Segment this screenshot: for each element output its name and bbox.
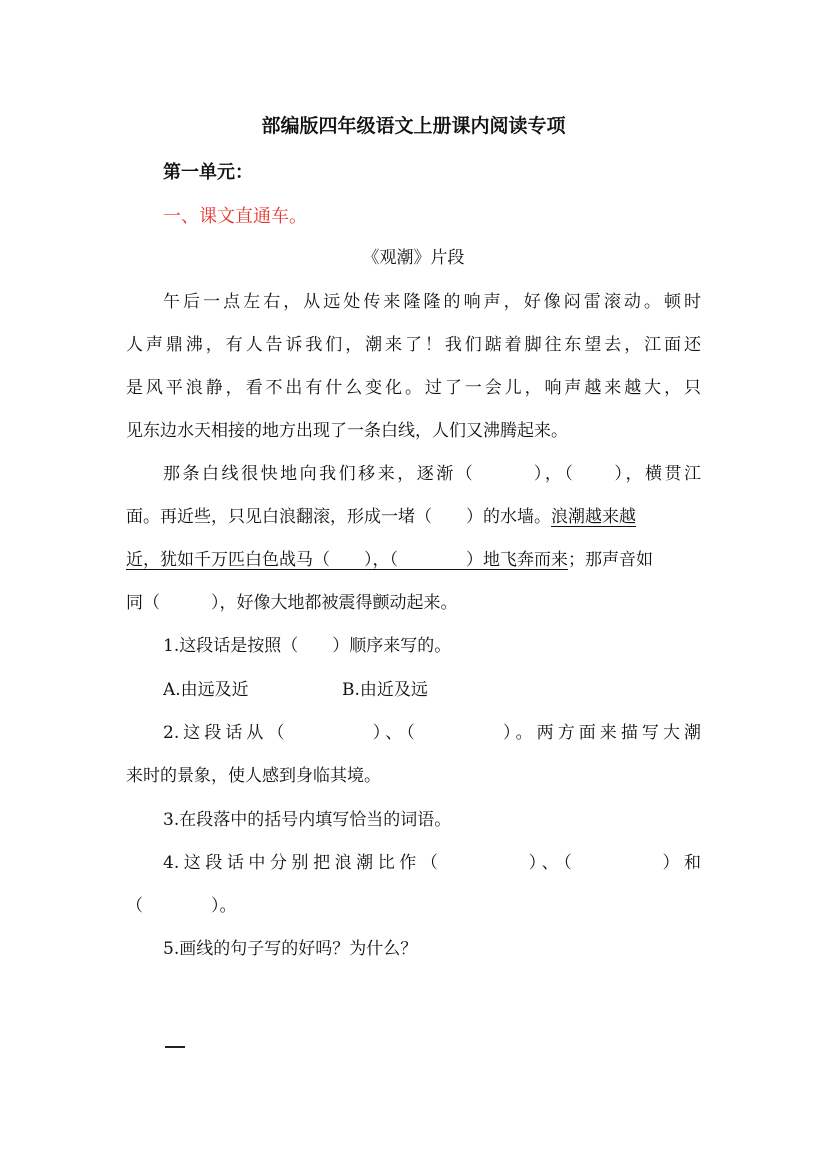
- paragraph2-line-2: [126, 506, 701, 528]
- paragraph2-line-4: 同（ ），好像大地都被震得颤动起来。: [126, 593, 458, 613]
- question-1-option-a: A.由远及近: [163, 680, 249, 700]
- section-heading: 一、课文直通车。: [163, 206, 307, 227]
- question-3: 3.在段落中的括号内填写恰当的词语。: [163, 810, 452, 830]
- paragraph2-line-3: [126, 549, 701, 571]
- underlined-sentence-start: 浪潮越来越: [551, 507, 636, 527]
- question-2-line-1: 2.这段话从（ ）、（ ）。两方面来描写大潮: [163, 723, 701, 743]
- question-1: 1.这段话是按照（ ）顺序来写的。: [163, 636, 452, 656]
- unit-heading: 第一单元：: [163, 162, 253, 183]
- question-2-line-2: 来时的景象，使人感到身临其境。: [126, 766, 381, 786]
- question-4-line-2: （ ）。: [126, 896, 237, 916]
- paragraph1-line-2: 人声鼎沸，有人告诉我们，潮来了！我们踮着脚往东望去，江面还: [126, 335, 701, 355]
- paragraph2-line-3-text: ；那声音如: [568, 550, 653, 570]
- question-1-option-b: B.由近及远: [342, 680, 428, 700]
- paragraph1-line-4: 见东边水天相接的地方出现了一条白线，人们又沸腾起来。: [126, 421, 568, 441]
- paragraph1-line-1: 午后一点左右，从远处传来隆隆的响声，好像闷雷滚动。顿时: [163, 292, 701, 312]
- paragraph1-line-3: 是风平浪静，看不出有什么变化。过了一会儿，响声越来越大，只: [126, 378, 701, 398]
- question-5: 5.画线的句子写的好吗？为什么？: [163, 939, 418, 959]
- passage-title: 《观潮》片段: [362, 248, 465, 268]
- question-4-line-1: 4.这段话中分别把浪潮比作（ ）、（ ）和: [163, 853, 701, 873]
- underlined-sentence-end: 近，犹如千万匹白色战马（ ），（ ）地飞奔而来: [126, 550, 568, 570]
- answer-line-stub: [165, 1046, 185, 1048]
- page-title: 部编版四年级语文上册课内阅读专项: [261, 115, 566, 137]
- paragraph2-line-2-text: 面。再近些，只见白浪翻滚，形成一堵（ ）的水墙。: [126, 507, 551, 527]
- paragraph2-line-1: 那条白线很快地向我们移来，逐渐（ ），（ ），横贯江: [163, 464, 701, 484]
